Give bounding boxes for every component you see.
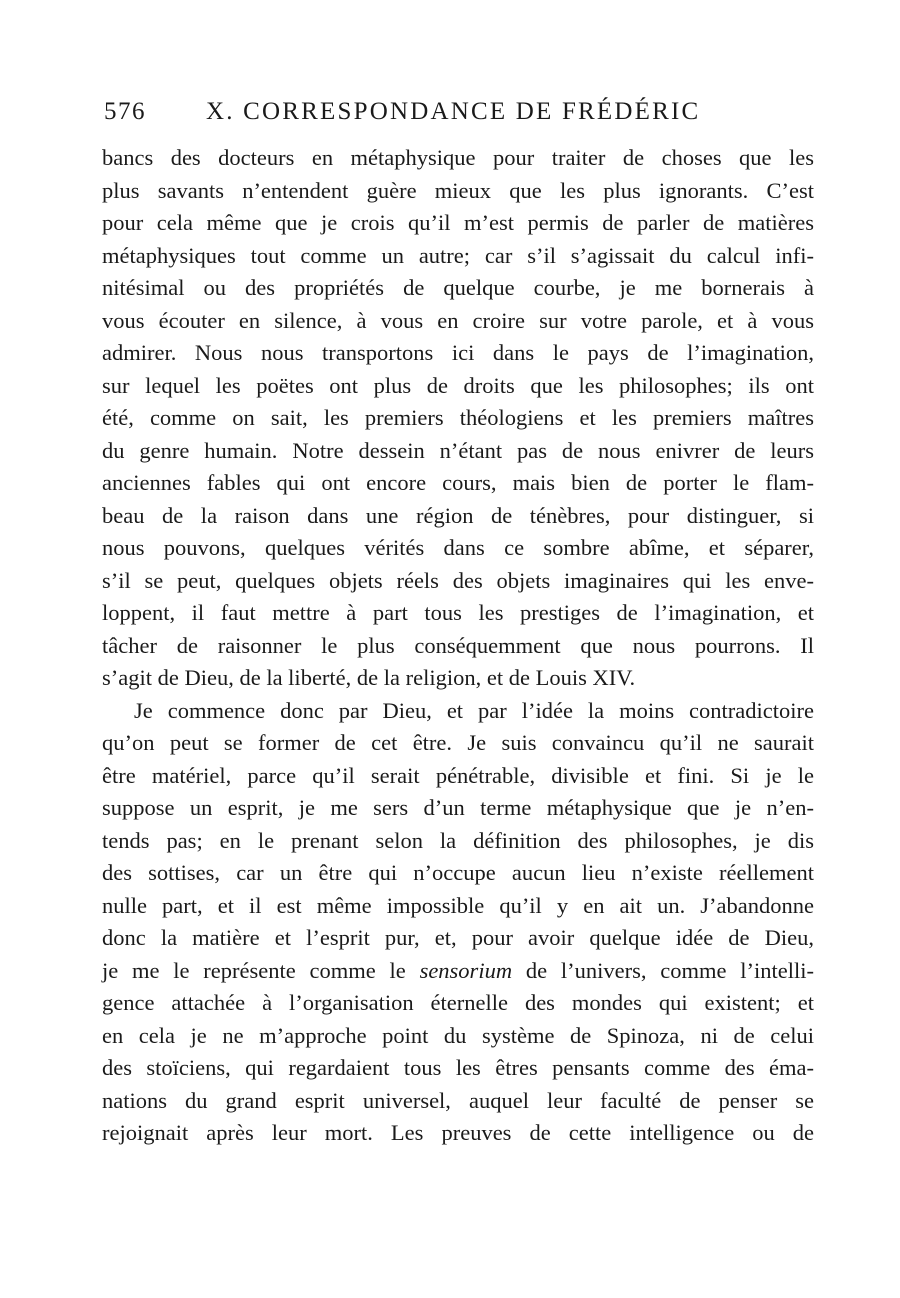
text-line: nous pouvons, quelques vérités dans ce sombre abîme, et séparer, (102, 535, 814, 560)
text-line: plus savants n’entendent guère mieux que les plus ignorants. C’est (102, 177, 814, 203)
text-line: qu’on peut se former de cet être. Je suis convaincu qu’il ne saurait (102, 730, 814, 755)
text-line: nulle part, et il est même impossible qu’il y en ait un. J’abandonne (102, 892, 814, 918)
text-line: des stoïciens, qui regardaient tous les êtres pensants comme des éma- (102, 1055, 814, 1080)
text-line: en cela je ne m’approche point du système de Spinoza, ni de celui (102, 1022, 814, 1048)
page-number: 576 (104, 98, 146, 125)
text-line: beau de la raison dans une région de ténèbres, pour distinguer, si (102, 502, 814, 528)
paragraph-end-line: s’agit de Dieu, de la liberté, de la religion, et de Louis XIV. (102, 665, 636, 690)
text-line: des sottises, car un être qui n’occupe aucun lieu n’existe réellement (102, 860, 814, 885)
text-line: tends pas; en le prenant selon la définition des philosophes, je dis (102, 827, 814, 853)
text-line: être matériel, parce qu’il serait pénétrable, divisible et fini. Si je le (102, 762, 814, 788)
text-line: métaphysiques tout comme un autre; car s’il s’agissait du calcul infi- (102, 242, 814, 268)
running-head (104, 98, 824, 134)
text-segment: de l’univers, comme l’intelli- (512, 957, 814, 983)
text-line: s’il se peut, quelques objets réels des objets imaginaires qui les enve- (102, 567, 814, 593)
italic-term: sensorium (419, 957, 513, 983)
text-line: sur lequel les poëtes ont plus de droits que les philosophes; ils ont (102, 372, 814, 398)
text-line: pour cela même que je crois qu’il m’est permis de parler de matières (102, 210, 814, 235)
text-line: nations du grand esprit universel, auquel leur faculté de penser se (102, 1087, 814, 1113)
text-line: donc la matière et l’esprit pur, et, pour avoir quelque idée de Dieu, (102, 925, 814, 950)
body-text (102, 142, 814, 1150)
text-line: vous écouter en silence, à vous en croire sur votre parole, et à vous (102, 307, 814, 333)
text-line: anciennes fables qui ont encore cours, mais bien de porter le flam- (102, 470, 814, 495)
text-line: rejoignait après leur mort. Les preuves de cette intelligence ou de (102, 1120, 814, 1145)
paragraph-start-line: Je commence donc par Dieu, et par l’idée la moins contradictoire (134, 697, 814, 723)
running-title: X. CORRESPONDANCE DE FRÉDÉRIC (206, 98, 701, 125)
text-segment: je me le représente comme le (102, 957, 420, 983)
text-line: gence attachée à l’organisation éternelle des mondes qui existent; et (102, 990, 814, 1015)
text-line: tâcher de raisonner le plus conséquemment que nous pourrons. Il (102, 632, 814, 658)
text-line: nitésimal ou des propriétés de quelque courbe, je me bornerais à (102, 275, 814, 300)
text-line: été, comme on sait, les premiers théologiens et les premiers maîtres (102, 405, 814, 430)
text-line: bancs des docteurs en métaphysique pour traiter de choses que les (102, 145, 814, 170)
text-line: du genre humain. Notre dessein n’étant pas de nous enivrer de leurs (102, 437, 814, 463)
text-line: admirer. Nous nous transportons ici dans le pays de l’imagination, (102, 340, 814, 365)
text-line-with-italic (102, 955, 814, 988)
text-line: suppose un esprit, je me sers d’un terme métaphysique que je n’en- (102, 795, 814, 820)
text-line: loppent, il faut mettre à part tous les prestiges de l’imagination, et (102, 600, 814, 625)
